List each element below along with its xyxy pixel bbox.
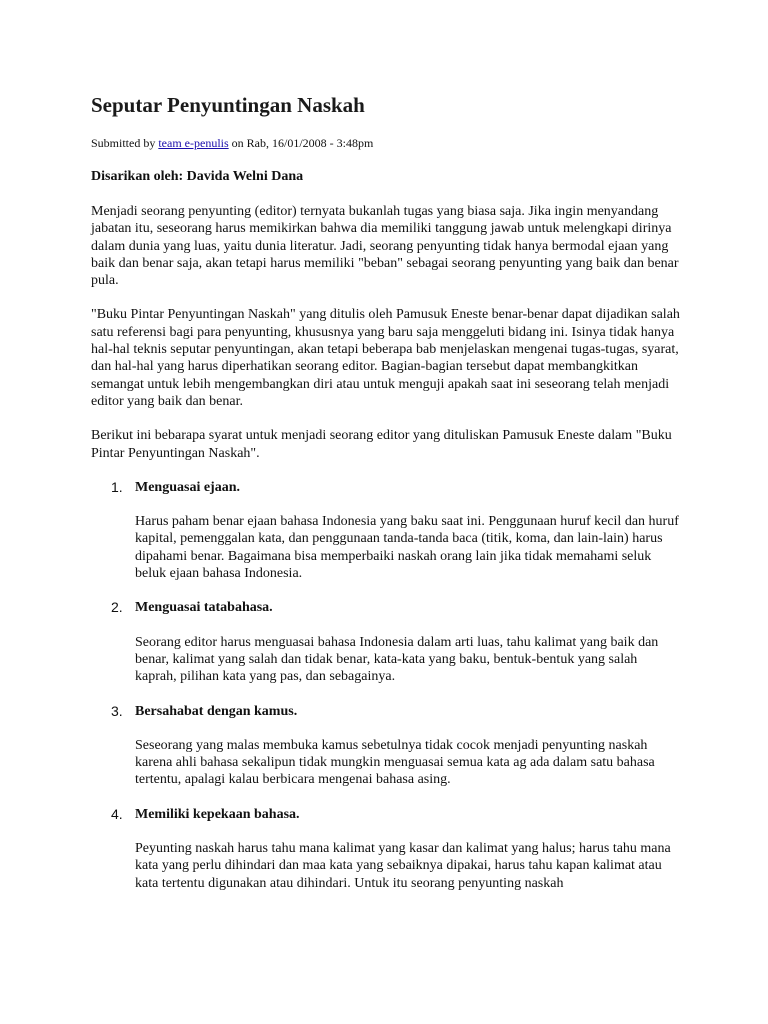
list-item-body: Seorang editor harus menguasai bahasa Indonesia dalam arti luas, tahu kalimat yang baik dan benar, kalimat yang salah dan tidak benar, kata-kata yang baku, bentuk-bentuk yang salah kaprah, pilihan kata yang pas, dan sebagainya.	[135, 634, 659, 685]
list-item	[91, 806, 681, 892]
list-item	[91, 479, 681, 582]
list-item-body: Peyunting naskah harus tahu mana kalimat yang kasar dan kalimat yang halus; harus tahu mana kata yang perlu dihindari dan maa kata yang sebaiknya dipakai, harus tahu kapan kalimat atau kata tertentu digunakan atau dihindari. Untuk itu seorang penyunting naskah	[135, 841, 671, 891]
list-item-body: Harus paham benar ejaan bahasa Indonesia yang baku saat ini. Penggunaan huruf kecil dan huruf kapital, pemenggalan kata, dan penggunaan tanda-tanda baca (titik, koma, dan lain-lain) harus dipahami benar. Bagaimana bisa memperbaiki naskah orang lain jika tidak memahami seluk beluk ejaan bahasa Indonesia.	[135, 514, 679, 582]
list-item-title: Memiliki kepekaan bahasa.	[135, 806, 300, 822]
list-item-number: 3.	[111, 702, 123, 719]
submitted-prefix: Submitted by	[91, 136, 159, 150]
submitted-line	[91, 135, 681, 151]
subheading: Disarikan oleh: Davida Welni Dana	[91, 169, 304, 184]
list-item	[91, 703, 681, 789]
requirements-list	[91, 479, 681, 892]
list-item-number: 2.	[111, 599, 123, 616]
list-item	[91, 599, 681, 685]
author-link[interactable]: team e-penulis	[158, 136, 229, 150]
submitted-suffix: on Rab, 16/01/2008 - 3:48pm	[228, 136, 374, 150]
list-item-title: Menguasai ejaan.	[135, 479, 240, 495]
paragraph-book: "Buku Pintar Penyuntingan Naskah" yang ditulis oleh Pamusuk Eneste benar-benar dapat dijadikan salah satu referensi bagi para penyunting, khususnya yang baru saja menggeluti bidang ini. Isinya tidak hanya hal-hal teknis seputar penyuntingan, akan tetapi beberapa bab menjelaskan mengenai tugas-tugas, syarat, dan hal-hal yang harus diperhatikan seorang editor. Bagian-bagian tersebut dapat membangkitkan semangat untuk lebih mengembangkan diri atau untuk menguji apakah saat ini seseorang telah menjadi editor yang baik dan benar.	[91, 307, 680, 409]
list-item-number: 1.	[111, 478, 123, 495]
list-item-body: Seseorang yang malas membuka kamus sebetulnya tidak cocok menjadi penyunting naskah karena ahli bahasa sekalipun tidak mungkin menguasai semua kata ag ada dalam satu bahasa tertentu, apalagi kalau berbicara mengenai bahasa asing.	[135, 737, 655, 788]
list-item-title: Bersahabat dengan kamus.	[135, 703, 298, 719]
article	[91, 92, 681, 909]
paragraph-list-intro: Berikut ini bebarapa syarat untuk menjadi seorang editor yang dituliskan Pamusuk Eneste dalam "Buku Pintar Penyuntingan Naskah".	[91, 428, 672, 461]
list-item-title: Menguasai tatabahasa.	[135, 600, 273, 616]
list-item-number: 4.	[111, 805, 123, 822]
page-title: Seputar Penyuntingan Naskah	[91, 93, 365, 117]
paragraph-intro: Menjadi seorang penyunting (editor) ternyata bukanlah tugas yang biasa saja. Jika ingin menyandang jabatan itu, seseorang harus memikirkan bahwa dia memiliki tanggung jawab untuk melengkapi dirinya dalam dunia yang luas, yaitu dunia literatur. Jadi, seorang penyunting tidak hanya bermodal ejaan yang baik dan benar saja, akan tetapi harus memiliki "beban" sebagai seorang penyunting yang baik dan benar pula.	[91, 204, 679, 289]
